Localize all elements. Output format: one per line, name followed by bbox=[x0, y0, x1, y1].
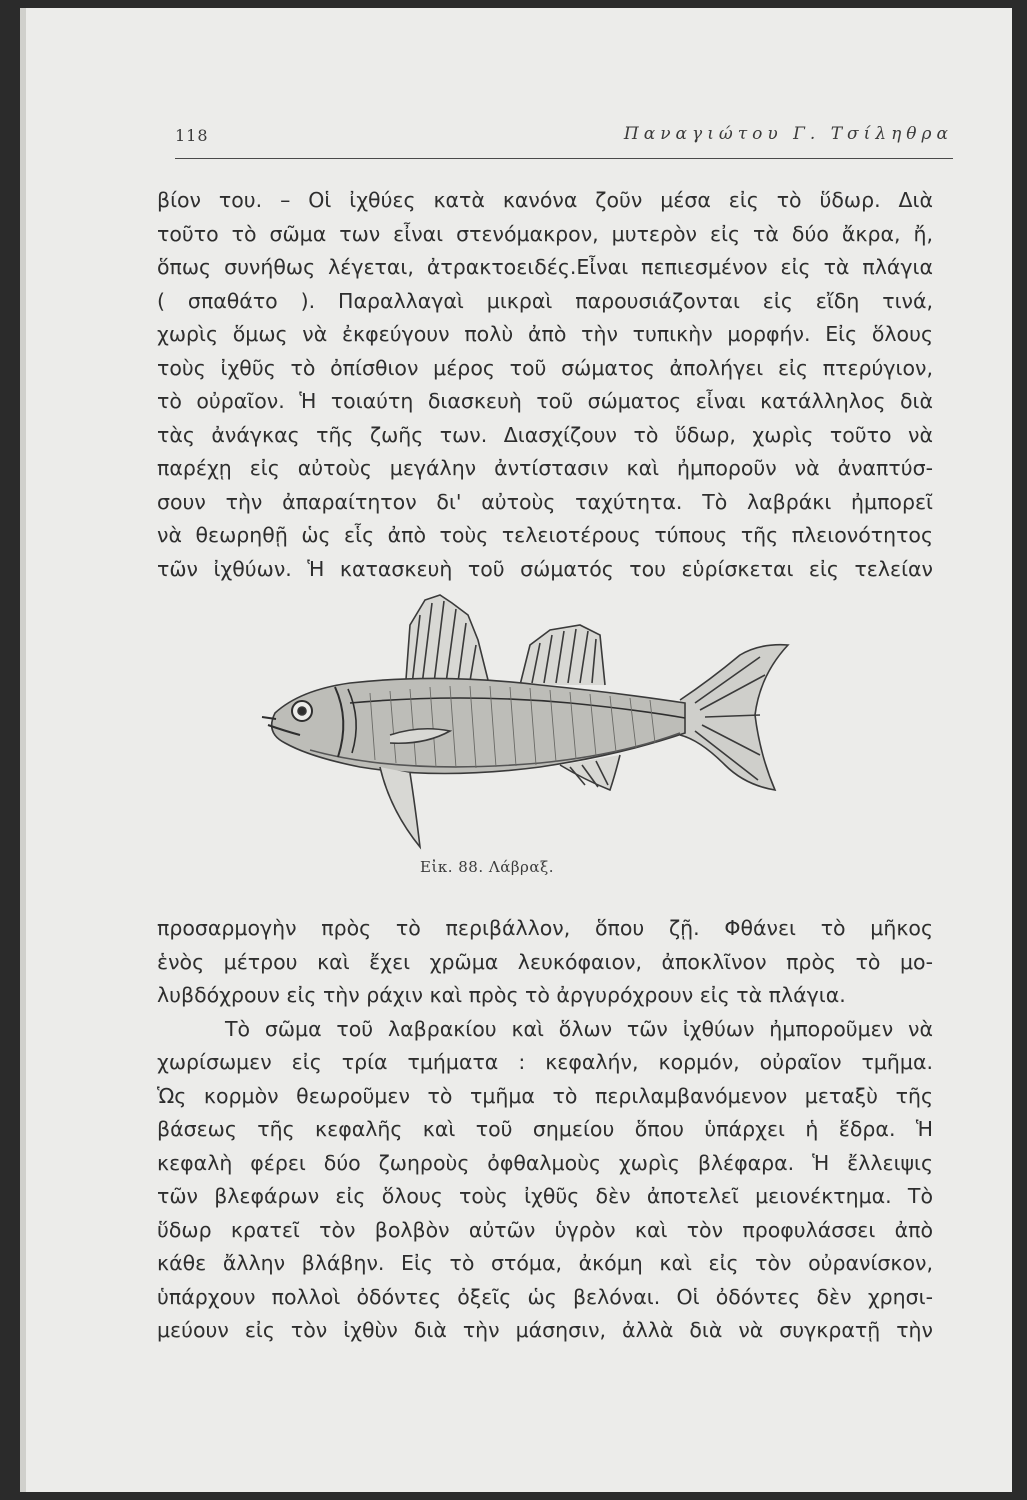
text-line: τοῦτο τὸ σῶμα των εἶναι στενόμακρον, μυτερὸν εἰς τὰ δύο ἄκρα, ἤ, bbox=[157, 221, 933, 246]
text-line: ( σπαθάτο ). Παραλλαγαὶ μικραὶ παρουσιάζονται εἰς εἴδη τινά, bbox=[157, 288, 933, 313]
text-line: σουν τὴν ἀπαραίτητον δι' αὐτοὺς ταχύτητα. Τὸ λαβράκι ἠμπορεῖ bbox=[157, 489, 933, 514]
text-line: Τὸ σῶμα τοῦ λαβρακίου καὶ ὅλων τῶν ἰχθύων ἠμποροῦμεν νὰ bbox=[225, 1016, 933, 1041]
text-line: ὑπάρχουν πολλοὶ ὀδόντες ὀξεῖς ὡς βελόναι. Οἱ ὀδόντες δὲν χρησι- bbox=[157, 1284, 933, 1309]
text-line: τὰς ἀνάγκας τῆς ζωῆς των. Διασχίζουν τὸ ὕδωρ, χωρὶς τοῦτο νὰ bbox=[157, 422, 933, 447]
text-line: ὕδωρ κρατεῖ τὸν βολβὸν αὐτῶν ὑγρὸν καὶ τὸν προφυλάσσει ἀπὸ bbox=[157, 1217, 933, 1242]
header-rule bbox=[175, 158, 953, 159]
text-line: μεύουν εἰς τὸν ἰχθὺν διὰ τὴν μάσησιν, ἀλλὰ διὰ νὰ συγκρατῇ τὴν bbox=[157, 1318, 933, 1342]
text-line: τὸ οὐραῖον. Ἡ τοιαύτη διασκευὴ τοῦ σώματος εἶναι κατάλληλος διὰ bbox=[157, 389, 933, 413]
text-line: ἑνὸς μέτρου καὶ ἔχει χρῶμα λευκόφαιον, ἀποκλῖνον πρὸς τὸ μο- bbox=[157, 949, 933, 974]
page-binding-edge bbox=[20, 8, 26, 1492]
page-number: 118 bbox=[175, 126, 209, 145]
text-line: βίον του. – Οἱ ἰχθύες κατὰ κανόνα ζοῦν μέσα εἰς τὸ ὕδωρ. Διὰ bbox=[157, 188, 933, 212]
paragraph-1 bbox=[157, 184, 933, 586]
text-line: Ὡς κορμὸν θεωροῦμεν τὸ τμῆμα τὸ περιλαμβανόμενον μεταξὺ τῆς bbox=[157, 1083, 933, 1108]
text-line: χωρίσωμεν εἰς τρία τμήματα : κεφαλήν, κορμόν, οὐραῖον τμῆμα. bbox=[157, 1050, 933, 1074]
text-line: τοὺς ἰχθῦς τὸ ὀπίσθιον μέρος τοῦ σώματος ἀπολήγει εἰς πτερύγιον, bbox=[157, 355, 933, 380]
paragraph-2-3 bbox=[157, 912, 933, 1348]
text-line: χωρὶς ὅμως νὰ ἐκφεύγουν πολὺ ἀπὸ τὴν τυπικὴν μορφήν. Εἰς ὅλους bbox=[157, 322, 933, 346]
text-line: παρέχῃ εἰς αὐτοὺς μεγάλην ἀντίστασιν καὶ ἠμποροῦν νὰ ἀναπτύσ- bbox=[157, 456, 933, 480]
sea-bass-illustration bbox=[240, 585, 800, 860]
text-line: προσαρμογὴν πρὸς τὸ περιβάλλον, ὅπου ζῇ. Φθάνει τὸ μῆκος bbox=[157, 916, 933, 940]
running-title: Παναγιώτου Γ. Τσίληθρα bbox=[623, 124, 953, 144]
text-line: τῶν βλεφάρων εἰς ὅλους τοὺς ἰχθῦς δὲν ἀποτελεῖ μειονέκτημα. Τὸ bbox=[157, 1184, 933, 1208]
text-line: κεφαλὴ φέρει δύο ζωηροὺς ὀφθαλμοὺς χωρὶς βλέφαρα. Ἡ ἔλλειψις bbox=[157, 1150, 933, 1175]
figure-caption: Εἰκ. 88. Λάβραξ. bbox=[420, 858, 554, 876]
text-line: κάθε ἄλλην βλάβην. Εἰς τὸ στόμα, ἀκόμη καὶ εἰς τὸν οὐρανίσκον, bbox=[157, 1251, 933, 1275]
text-line: τῶν ἰχθύων. Ἡ κατασκευὴ τοῦ σώματός του εὑρίσκεται εἰς τελείαν bbox=[157, 556, 933, 581]
text-line: βάσεως τῆς κεφαλῆς καὶ τοῦ σημείου ὅπου ὑπάρχει ἡ ἕδρα. Ἡ bbox=[157, 1117, 933, 1141]
text-line: ὅπως συνήθως λέγεται, ἀτρακτοειδές.Εἶναι πεπιεσμένον εἰς τὰ πλάγια bbox=[157, 255, 933, 279]
page-header bbox=[175, 120, 953, 160]
text-line: λυβδόχρουν εἰς τὴν ράχιν καὶ πρὸς τὸ ἀργυρόχρουν εἰς τὰ πλάγια. bbox=[157, 983, 846, 1007]
text-line: νὰ θεωρηθῇ ὡς εἷς ἀπὸ τοὺς τελειοτέρους τύπους τῆς πλειονότητος bbox=[157, 523, 933, 547]
